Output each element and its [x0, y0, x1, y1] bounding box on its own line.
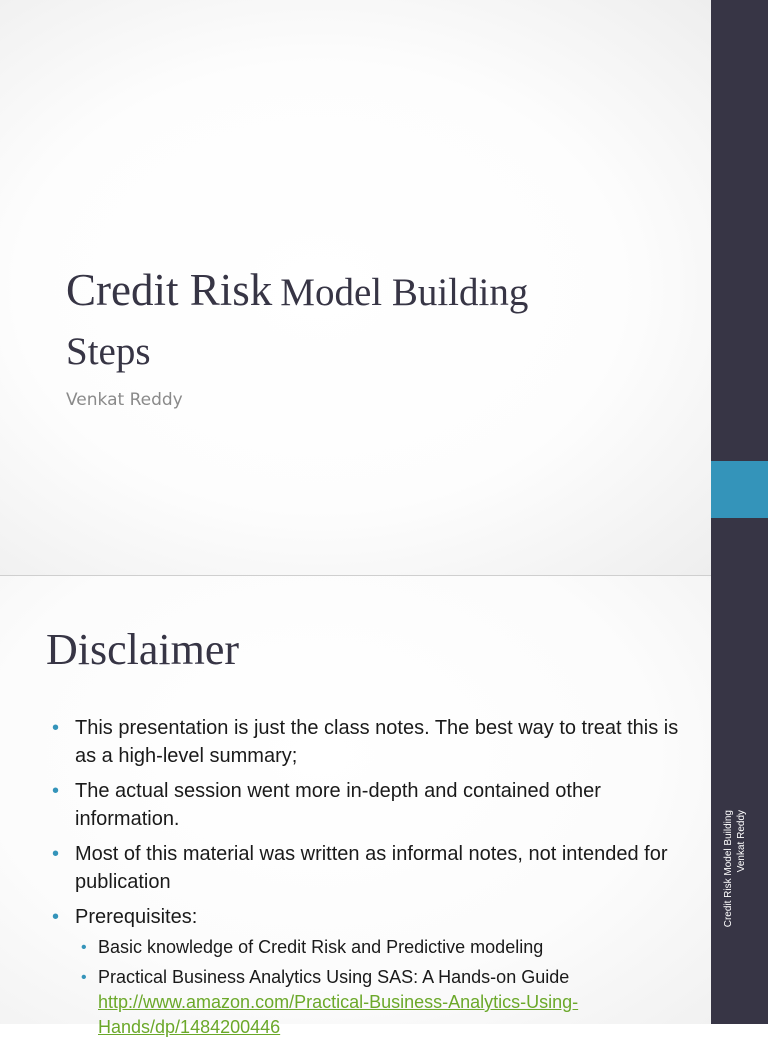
bullet-icon: •: [52, 717, 60, 739]
bullet-item: [52, 840, 682, 896]
sub-bullet-icon: •: [81, 939, 87, 956]
title-part-3: Steps: [66, 330, 151, 373]
bullet-list: [52, 714, 682, 1047]
bullet-item: [52, 714, 682, 770]
title-part-1: Credit Risk: [66, 265, 273, 315]
bullet-text: This presentation is just the class notes. The best way to treat this is as a high-level summary;: [75, 717, 679, 767]
bullet-icon: •: [52, 843, 60, 865]
vertical-footer: [722, 810, 748, 980]
bullet-text: Most of this material was written as informal notes, not intended for publication: [75, 843, 668, 893]
sub-bullet-list: [75, 935, 682, 1040]
bullet-item: [52, 777, 682, 833]
sub-bullet-text: Practical Business Analytics Using SAS: A Hands-on Guide: [98, 967, 570, 987]
slide-title: [66, 262, 666, 382]
footer-line-1: Credit Risk Model Building: [723, 810, 734, 928]
bullet-item: [52, 903, 682, 1040]
author-subtitle: Venkat Reddy: [66, 390, 183, 410]
bullet-text: Prerequisites:: [75, 906, 198, 928]
disclaimer-heading: Disclaimer: [46, 625, 240, 674]
sub-bullet-icon: •: [81, 969, 87, 986]
sub-bullet-item: [75, 935, 682, 960]
sub-bullet-text: Basic knowledge of Credit Risk and Predictive modeling: [98, 937, 544, 957]
amazon-link[interactable]: http://www.amazon.com/Practical-Business-Analytics-Using-Hands/dp/1484200446: [98, 992, 579, 1037]
sub-bullet-item: [75, 965, 682, 1040]
bullet-icon: •: [52, 780, 60, 802]
sidebar-accent-block: [711, 461, 768, 518]
footer-line-2: Venkat Reddy: [736, 810, 747, 873]
bullet-icon: •: [52, 906, 60, 928]
bullet-text: The actual session went more in-depth and contained other information.: [75, 780, 601, 830]
title-part-2: Model Building: [280, 271, 529, 314]
